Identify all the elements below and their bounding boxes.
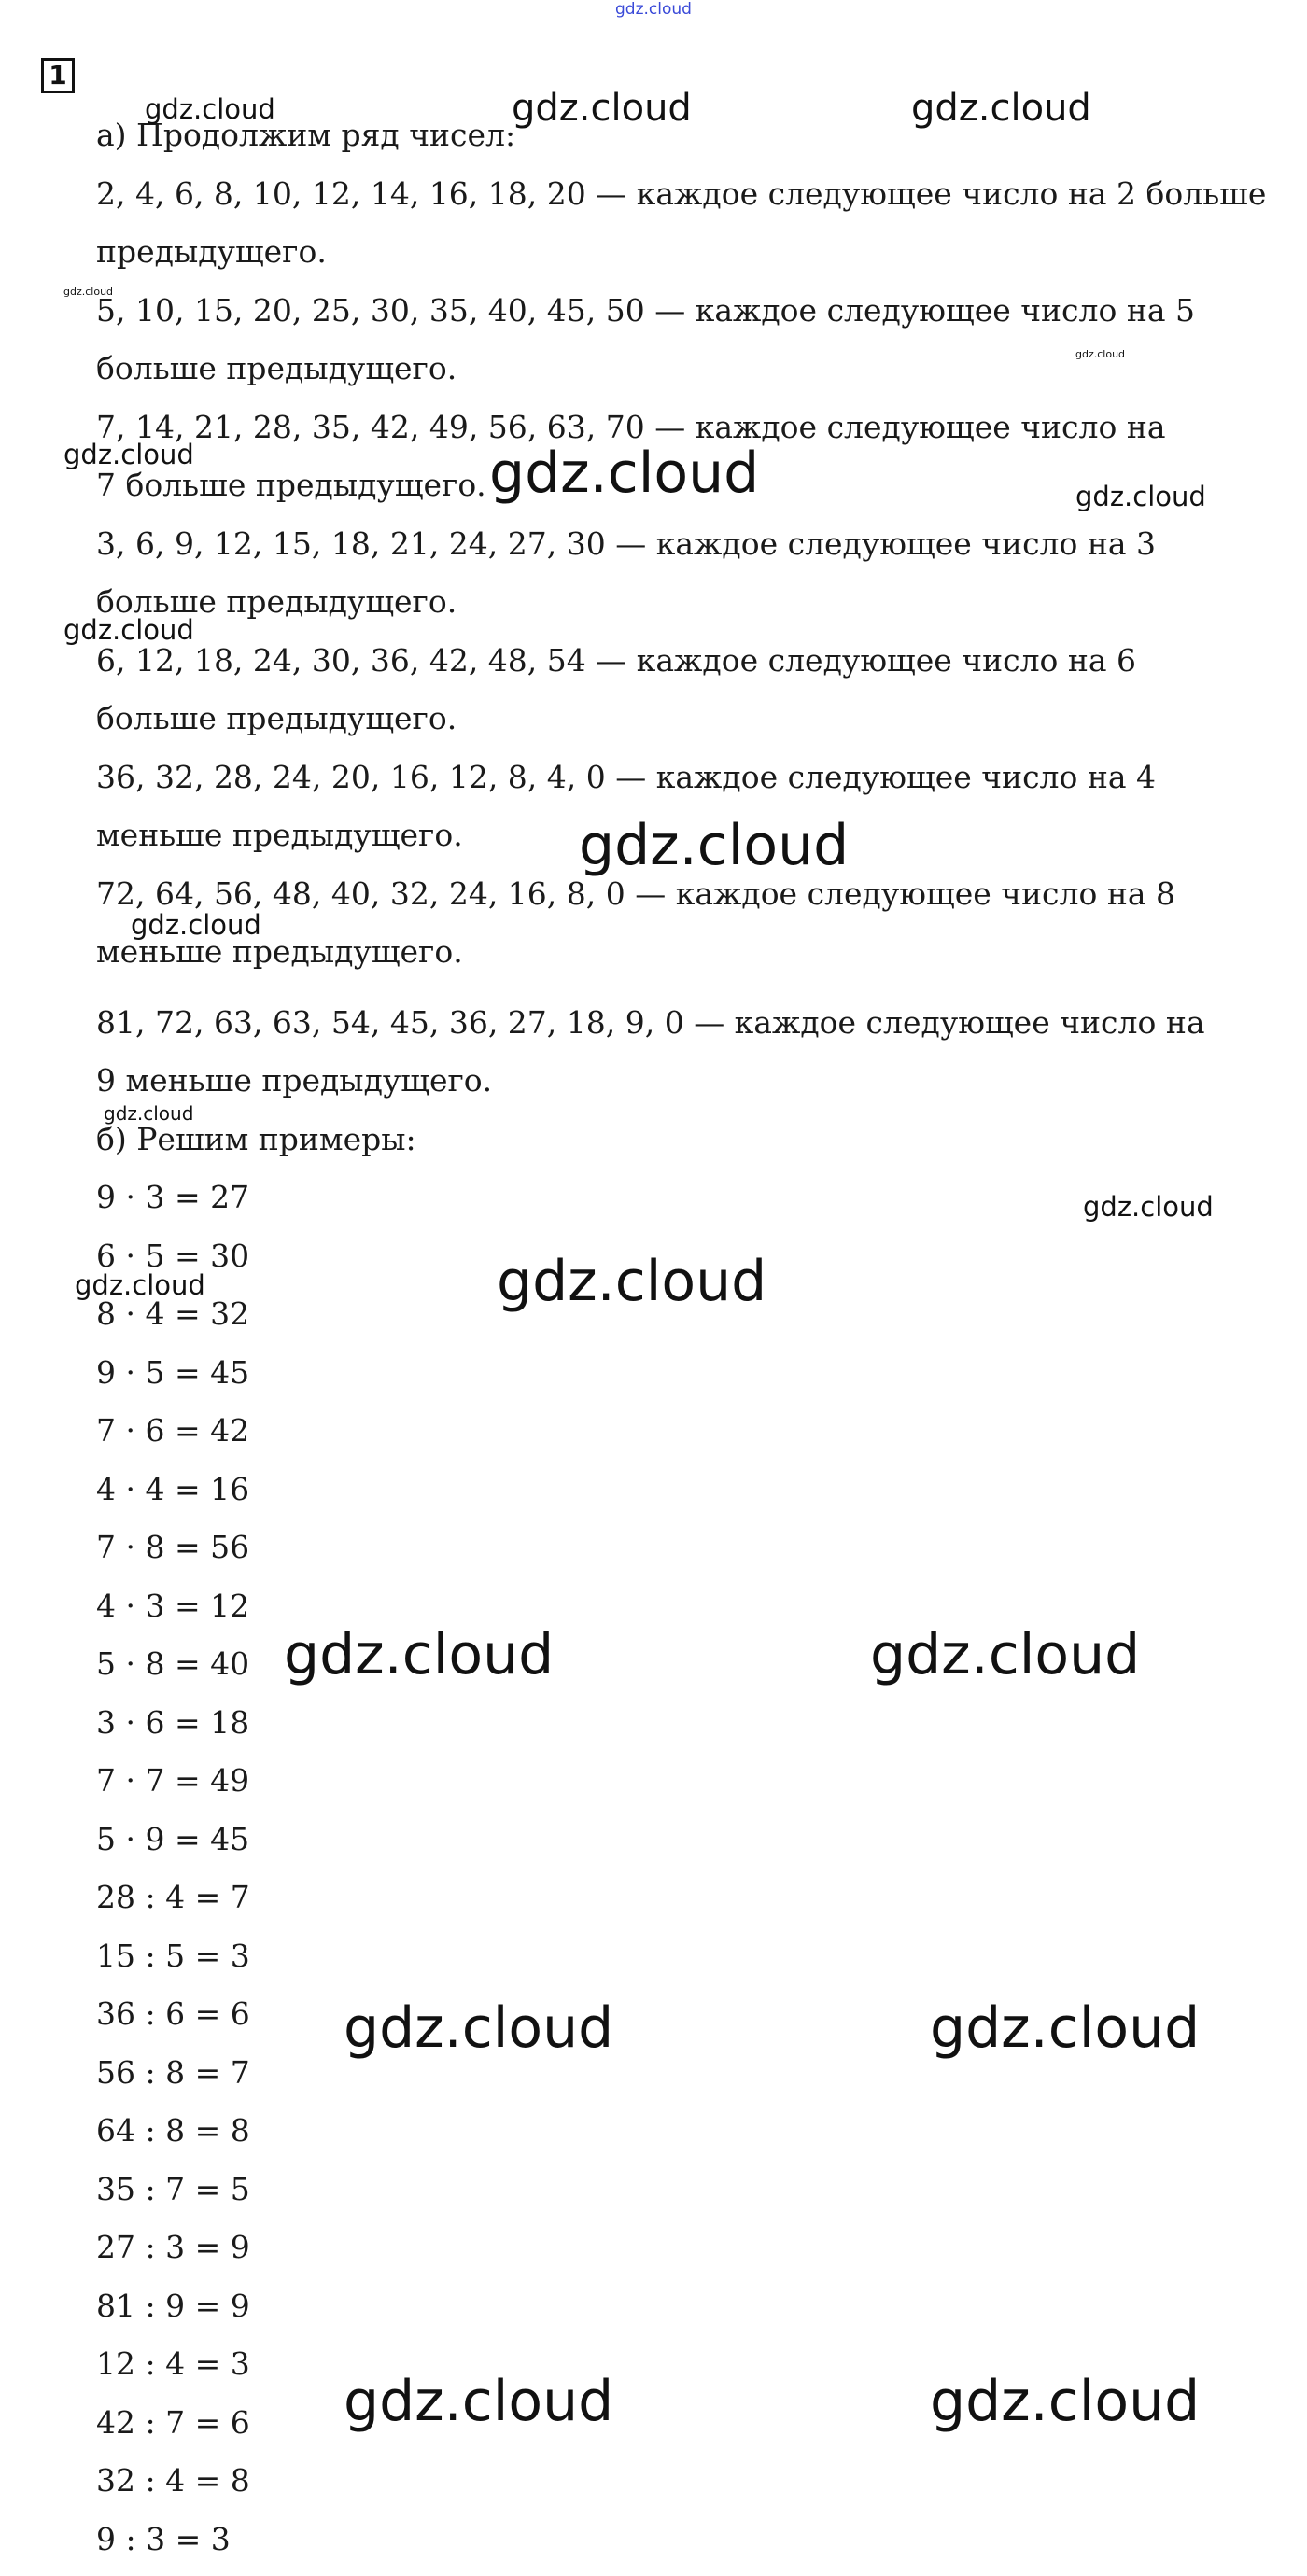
watermark: gdz.cloud	[104, 1102, 193, 1125]
part-a-line: 3, 6, 9, 12, 15, 18, 21, 24, 27, 30 — каждое следующее число на 3	[96, 523, 1235, 581]
watermark: gdz.cloud	[1075, 348, 1125, 360]
part-a-line: меньше предыдущего.	[96, 814, 1235, 873]
task-number-box: 1	[41, 58, 75, 93]
example-line: 64 : 8 = 8	[96, 2109, 1235, 2168]
example-line: 32 : 4 = 8	[96, 2459, 1235, 2518]
watermark: gdz.cloud	[344, 2369, 613, 2434]
example-line: 81 : 9 = 9	[96, 2285, 1235, 2344]
watermark: gdz.cloud	[497, 1249, 766, 1314]
example-line: 42 : 7 = 6	[96, 2401, 1235, 2460]
example-line: 28 : 4 = 7	[96, 1876, 1235, 1935]
watermark: gdz.cloud	[145, 93, 275, 125]
part-a-line: больше предыдущего.	[96, 347, 1235, 406]
part-a-line: 6, 12, 18, 24, 30, 36, 42, 48, 54 — каждое следующее число на 6	[96, 639, 1235, 698]
part-a-line: 81, 72, 63, 63, 54, 45, 36, 27, 18, 9, 0 — каждое следующее число на	[96, 1001, 1235, 1060]
site-watermark-top: gdz.cloud	[0, 0, 1307, 19]
watermark: gdz.cloud	[284, 1622, 554, 1687]
example-line: 5 · 9 = 45	[96, 1818, 1235, 1877]
watermark: gdz.cloud	[1083, 1191, 1214, 1223]
example-line: 5 · 8 = 40	[96, 1643, 1235, 1701]
part-a-heading: а) Продолжим ряд чисел:	[96, 114, 1235, 173]
example-line: 56 : 8 = 7	[96, 2051, 1235, 2110]
part-a-line: 7 больше предыдущего.	[96, 464, 1235, 523]
part-a-line: 72, 64, 56, 48, 40, 32, 24, 16, 8, 0 — каждое следующее число на 8	[96, 873, 1235, 931]
example-line: 35 : 7 = 5	[96, 2168, 1235, 2227]
example-line: 36 : 6 = 6	[96, 1993, 1235, 2051]
example-line: 12 : 4 = 3	[96, 2343, 1235, 2401]
watermark: gdz.cloud	[344, 1995, 613, 2061]
part-a-line: 5, 10, 15, 20, 25, 30, 35, 40, 45, 50 — каждое следующее число на 5	[96, 289, 1235, 348]
example-line: 8 · 4 = 32	[96, 1293, 1235, 1351]
watermark: gdz.cloud	[63, 614, 194, 646]
example-line: 7 · 6 = 42	[96, 1409, 1235, 1468]
part-a-line: 36, 32, 28, 24, 20, 16, 12, 8, 4, 0 — каждое следующее число на 4	[96, 756, 1235, 815]
watermark: gdz.cloud	[911, 87, 1091, 130]
watermark: gdz.cloud	[579, 813, 849, 878]
example-line: 15 : 5 = 3	[96, 1935, 1235, 1994]
example-line: 6 · 5 = 30	[96, 1235, 1235, 1294]
watermark: gdz.cloud	[489, 441, 759, 506]
watermark: gdz.cloud	[870, 1622, 1140, 1687]
example-line: 3 · 6 = 18	[96, 1701, 1235, 1760]
part-a-line: 2, 4, 6, 8, 10, 12, 14, 16, 18, 20 — каждое следующее число на 2 больше	[96, 173, 1235, 231]
example-line: 9 · 5 = 45	[96, 1351, 1235, 1410]
part-a-line: больше предыдущего.	[96, 581, 1235, 639]
part-a-line: меньше предыдущего.	[96, 931, 1235, 989]
example-line: 27 : 3 = 9	[96, 2226, 1235, 2285]
example-line: 7 · 8 = 56	[96, 1526, 1235, 1585]
part-a-line: больше предыдущего.	[96, 697, 1235, 756]
part-b-heading: б) Решим примеры:	[96, 1118, 1235, 1177]
example-line: 9 : 3 = 3	[96, 2518, 1235, 2576]
watermark: gdz.cloud	[131, 909, 261, 941]
watermark: gdz.cloud	[75, 1269, 205, 1301]
part-a-line: 9 меньше предыдущего.	[96, 1059, 1235, 1118]
watermark: gdz.cloud	[930, 2369, 1200, 2434]
watermark: gdz.cloud	[930, 1995, 1200, 2061]
example-line: 9 · 3 = 27	[96, 1176, 1235, 1235]
watermark: gdz.cloud	[512, 87, 692, 130]
example-line: 4 · 3 = 12	[96, 1585, 1235, 1644]
part-a-line: предыдущего.	[96, 231, 1235, 289]
watermark: gdz.cloud	[1075, 481, 1206, 512]
watermark: gdz.cloud	[63, 286, 113, 298]
watermark: gdz.cloud	[63, 439, 194, 470]
example-line: 4 · 4 = 16	[96, 1468, 1235, 1527]
example-line: 7 · 7 = 49	[96, 1759, 1235, 1818]
part-a-line: 7, 14, 21, 28, 35, 42, 49, 56, 63, 70 — каждое следующее число на	[96, 406, 1235, 465]
